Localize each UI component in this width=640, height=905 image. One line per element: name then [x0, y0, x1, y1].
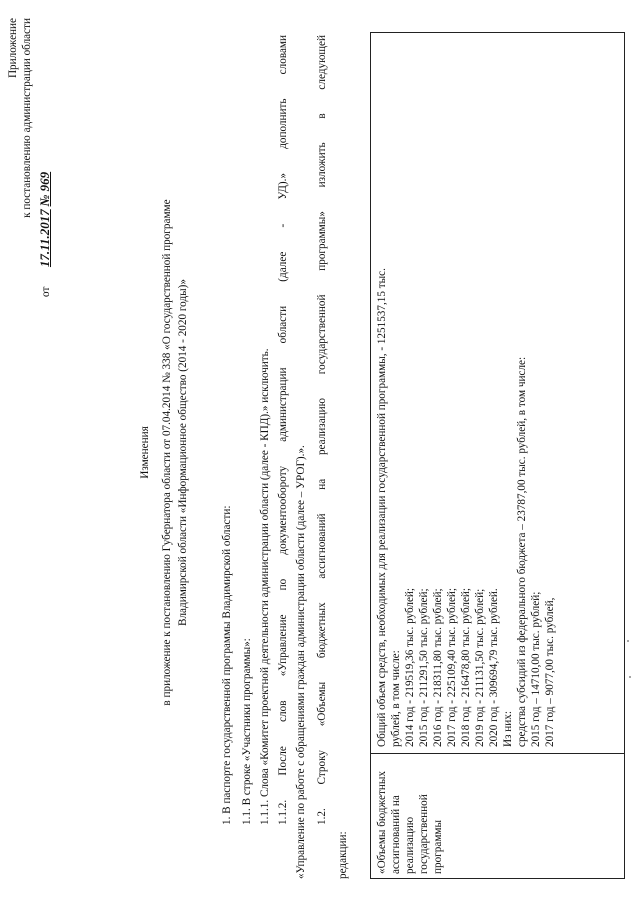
- table-right-line: 2014 год - 219519,36 тыс. рублей;: [404, 587, 416, 747]
- changes-line-2: Владимирской области «Информационное общество (2014 - 2020 годы)»: [177, 279, 189, 626]
- table-right-line: 2016 год - 218311,80 тыс. рублей;: [432, 588, 444, 747]
- table-right-line: Из них:: [502, 711, 514, 747]
- date-prefix: от: [40, 286, 52, 297]
- table-right-cell: [371, 33, 624, 753]
- item-1-1-2-line-2: «Управление по работе с обращениями граждан администрации области (далее – УРОГ).».: [295, 445, 307, 879]
- appendix-date-line: [38, 37, 53, 297]
- item-1-2-line-2: редакции:: [337, 831, 349, 879]
- table-left-line: ассигнований на: [390, 795, 402, 874]
- table-left-cell: [371, 753, 624, 878]
- budget-table: [370, 32, 625, 879]
- appendix-line: к постановлению администрации области: [21, 18, 33, 218]
- appendix-title: Приложение: [7, 18, 19, 79]
- table-left-line: государственной: [418, 794, 430, 874]
- item-1: 1. В паспорте государственной программы Владимирской области:: [221, 505, 233, 825]
- scan-speck: [629, 676, 631, 678]
- table-right-line: 2017 год – 9077,00 тыс. рублей,: [544, 597, 556, 747]
- table-left-line: программы: [432, 820, 444, 874]
- appendix-number: № 969: [37, 171, 52, 207]
- item-1-2-line-1: 1.2. Строку «Объемы бюджетных ассигнований на реализацию государственной программы» изложить в следующей: [316, 35, 328, 825]
- item-1-1-1: 1.1.1. Слова «Комитет проектной деятельности администрации области (далее - КПД).» исключить.: [259, 348, 271, 825]
- item-1-1: 1.1. В строке «Участники программы»:: [241, 638, 253, 825]
- table-right-line: Общий объем средств, необходимых для реализации государственной программы, - 1251537,15 тыс.: [376, 268, 388, 747]
- table-right-line: 2019 год - 211131,50 тыс. рублей;: [474, 588, 486, 747]
- table-left-line: «Объемы бюджетных: [376, 771, 388, 874]
- table-right-line: средства субсидий из федерального бюджета – 23787,00 тыс. рублей, в том числе:: [516, 356, 528, 747]
- changes-line-1: в приложение к постановлению Губернатора области от 07.04.2014 № 338 «О государственной программе: [161, 199, 173, 706]
- changes-title: Изменения: [139, 426, 151, 479]
- table-right-line: 2015 год – 14710,00 тыс. рублей;: [530, 591, 542, 747]
- item-1-1-2-line-1: 1.1.2. После слов «Управление по документообороту администрации области (далее - УД).» дополнить словами: [277, 35, 289, 825]
- table-right-line: рублей, в том числе:: [390, 650, 402, 747]
- table-right-line: 2018 год - 216478,80 тыс. рублей;: [460, 587, 472, 747]
- appendix-date: 17.11.2017: [37, 209, 52, 268]
- table-right-line: 2015 год - 211291,50 тыс. рублей;: [418, 588, 430, 747]
- table-right-line: 2020 год - 309694,79 тыс. рублей.: [488, 588, 500, 747]
- table-right-line: 2017 год - 225109,40 тыс. рублей;: [446, 587, 458, 747]
- table-left-line: реализацию: [404, 816, 416, 874]
- scan-speck: [627, 640, 629, 642]
